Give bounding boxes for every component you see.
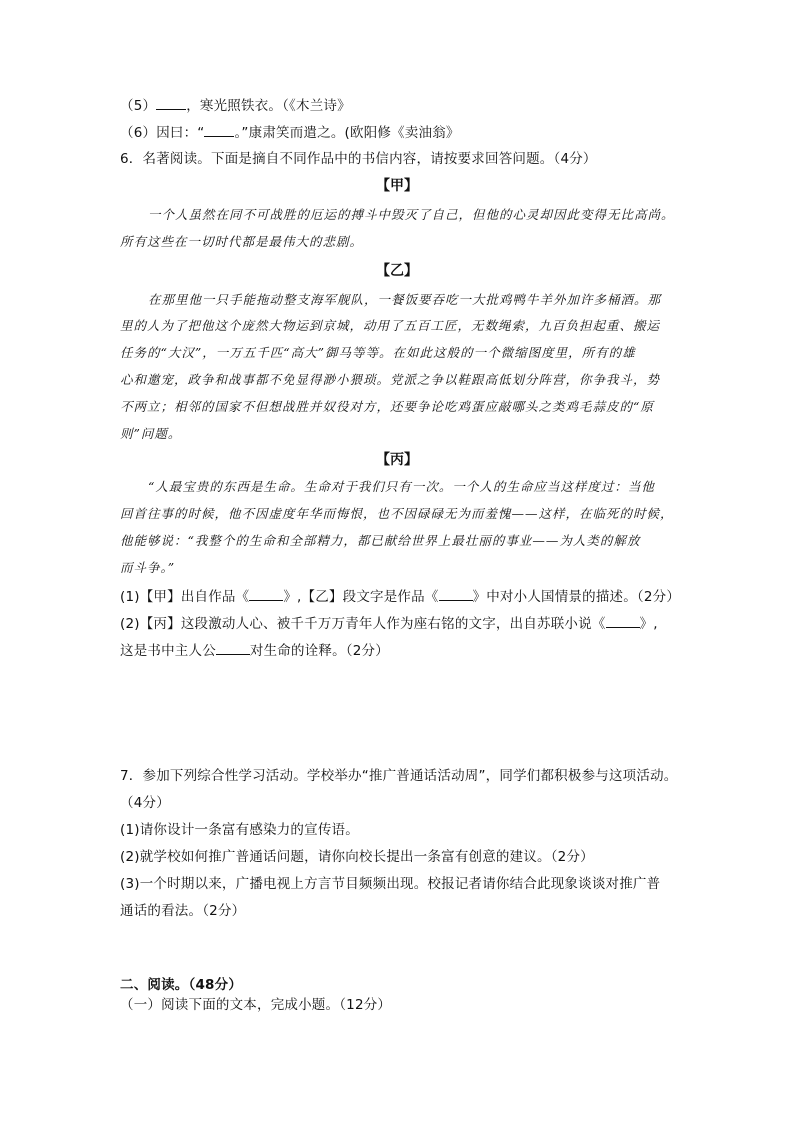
fill-blank[interactable] xyxy=(216,641,250,655)
section-2-subtitle: （一）阅读下面的文本，完成小题。（12分） xyxy=(120,997,392,1013)
fill-blank[interactable] xyxy=(249,587,283,601)
excerpt-jia-label: 【甲】 xyxy=(376,178,418,194)
fill-blank[interactable] xyxy=(156,96,186,110)
question-6-sub-2-line-1 xyxy=(120,614,658,633)
sub2-part-2: 》, xyxy=(639,616,658,632)
question-6-title: 6．名著阅读。下面是摘自不同作品中的书信内容，请按要求回答问题。（4分） xyxy=(120,151,597,167)
excerpt-bing-line: 他能够说：“我整个的生命和全部精力，都已献给世界上最壮丽的事业——为人类的解放 xyxy=(120,533,641,548)
fill-blank[interactable] xyxy=(606,614,640,628)
excerpt-yi-line: 心和邀宠，政争和战事都不免显得渺小猥琐。党派之争以鞋跟高低划分阵营，你争我斗，势 xyxy=(120,372,661,387)
question-7-sub-3-line-1: (3)一个时期以来，广播电视上方言节目频频出现。校报记者请你结合此现象谈谈对推广普 xyxy=(120,876,661,892)
fill-item-6-suffix: 。”康肃笑而遣之。(欧阳修《卖油翁》 xyxy=(234,125,460,141)
excerpt-bing-line: 回首往事的时候，他不因虚度年华而悔恨，也不因碌碌无为而羞愧——这样，在临死的时候， xyxy=(120,506,674,521)
question-7-sub-3-line-2: 通话的看法。（2分） xyxy=(120,903,246,919)
question-7-title: 7．参加下列综合性学习活动。学校举办“推广普通话活动周”，同学们都积极参与这项活动。 xyxy=(120,768,678,784)
fill-item-6-prefix: （6）因曰：“ xyxy=(120,125,205,141)
sub1-part-1: (1)【甲】出自作品《 xyxy=(120,589,250,605)
excerpt-yi-line: 任务的“大汉”，一万五千匹“高大”御马等等。在如此这般的一个微缩图度里，所有的雄 xyxy=(120,345,636,360)
excerpt-jia-line: 一个人虽然在同不可战胜的厄运的搏斗中毁灭了自己，但他的心灵却因此变得无比高尚。 xyxy=(148,207,675,222)
fill-blank[interactable] xyxy=(204,123,234,137)
sub1-part-3: 》中对小人国情景的描述。（2分） xyxy=(472,589,681,605)
excerpt-bing-line: 而斗争。” xyxy=(120,560,176,575)
excerpt-yi-line: 里的人为了把他这个庞然大物运到京城，动用了五百工匠，无数绳索，九百负担起重、搬运 xyxy=(120,318,661,333)
excerpt-yi-line: 在那里他一只手能拖动整支海军舰队，一餐饭要吞吃一大批鸡鸭牛羊外加许多桶酒。那 xyxy=(148,292,662,307)
sub2-part-3: 这是书中主人公 xyxy=(120,643,216,659)
excerpt-yi-line: 则”问题。 xyxy=(120,426,182,441)
excerpt-yi-line: 不两立；相邻的国家不但想战胜并奴役对方，还要争论吃鸡蛋应敲哪头之类鸡毛蒜皮的“原 xyxy=(120,399,654,414)
excerpt-yi-label: 【乙】 xyxy=(376,263,418,279)
fill-item-5-suffix: ，寒光照铁衣。（《木兰诗》 xyxy=(186,98,351,114)
sub2-part-1: (2)【丙】这段激动人心、被千千万万青年人作为座右铭的文字，出自苏联小说《 xyxy=(120,616,606,632)
fill-item-6 xyxy=(120,123,460,142)
excerpt-jia-line: 所有这些在一切时代都是最伟大的悲剧。 xyxy=(120,234,364,249)
question-7-sub-1: (1)请你设计一条富有感染力的宣传语。 xyxy=(120,822,359,838)
question-7-score: （4分） xyxy=(120,795,170,811)
fill-blank[interactable] xyxy=(439,587,473,601)
sub1-part-2: 》,【乙】段文字是作品《 xyxy=(283,589,439,605)
fill-item-5-prefix: （5） xyxy=(120,98,157,114)
sub2-part-4: 对生命的诠释。（2分） xyxy=(249,643,389,659)
question-7-sub-2: (2)就学校如何推广普通话问题，请你向校长提出一条富有创意的建议。（2分） xyxy=(120,849,594,865)
fill-item-5 xyxy=(120,96,351,115)
question-6-sub-1 xyxy=(120,587,680,606)
section-2-title: 二、阅读。（48分） xyxy=(120,977,243,993)
excerpt-bing-line: “人最宝贵的东西是生命。生命对于我们只有一次。一个人的生命应当这样度过：当他 xyxy=(148,479,655,494)
excerpt-bing-label: 【丙】 xyxy=(376,452,418,468)
question-6-sub-2-line-2 xyxy=(120,641,389,660)
